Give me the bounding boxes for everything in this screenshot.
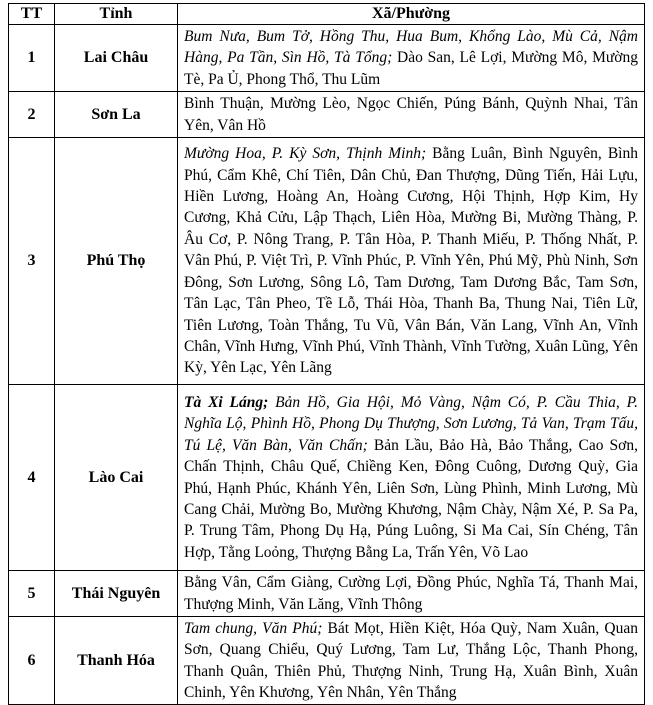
header-wards: Xã/Phường (178, 4, 645, 25)
table-row (9, 385, 645, 571)
row-number: 1 (9, 25, 55, 92)
ward-list (178, 25, 645, 92)
province-name: Lai Châu (55, 25, 178, 92)
province-ward-table (8, 3, 645, 705)
ward-list-bold: Tà Xi Láng; (184, 393, 269, 411)
ward-list-plain: Bản Lầu, Bảo Hà, Bảo Thắng, Cao Sơn, Chấn Thịnh, Châu Quế, Chiềng Ken, Đông Cuông, Dương Quỳ, Gia Phú, Hạnh Phúc, Khánh Yên, Liên Sơn, Lùng Phình, Minh Lương, Mù Cang Chải, Mường Bo, Mường Khương, Nậm Chày, Nậm Xé, P. Sa Pa, P. Trung Tâm, Phong Dụ Hạ, Púng Luông, Si Ma Cai, Sín Chéng, Tân Hợp, Tằng Loỏng, Thượng Bằng La, Trấn Yên, Võ Lao (184, 436, 638, 561)
table-row (9, 92, 645, 138)
ward-list (178, 138, 645, 385)
ward-list-plain: Bằng Luân, Bình Nguyên, Bình Phú, Cẩm Khê, Chí Tiên, Dân Chủ, Đan Thượng, Dũng Tiến, Hải Lựu, Hiền Lương, Hoàng An, Hoàng Cương, Hội Thịnh, Hợp Kim, Hy Cương, Khả Cửu, Lập Thạch, Liên Hòa, Mường Bi, Mường Thàng, P. Âu Cơ, P. Nông Trang, P. Tân Hòa, P. Thanh Miếu, P. Thống Nhất, P. Vân Phú, P. Việt Trì, P. Vĩnh Phúc, P. Vĩnh Yên, Phú Mỹ, Phù Ninh, Sơn Đông, Sơn Lương, Sông Lô, Tam Dương, Tam Dương Bắc, Tam Sơn, Tân Lạc, Tân Pheo, Tề Lỗ, Thái Hòa, Thanh Ba, Thung Nai, Tiên Lữ, Tiên Lương, Toàn Thắng, Tu Vũ, Vân Bán, Văn Lang, Vĩnh An, Vĩnh Chân, Vĩnh Hưng, Vĩnh Phú, Vĩnh Thành, Vĩnh Tường, Xuân Lũng, Yên Kỳ, Yên Lạc, Yên Lãng (184, 145, 638, 377)
table-row (9, 25, 645, 92)
row-number: 3 (9, 138, 55, 385)
row-number: 5 (9, 571, 55, 617)
table-row (9, 571, 645, 617)
ward-list (178, 385, 645, 571)
ward-list (178, 92, 645, 138)
province-name: Thái Nguyên (55, 571, 178, 617)
ward-list-italic: Tam chung, Văn Phú; (184, 619, 323, 637)
row-number: 2 (9, 92, 55, 138)
province-name: Sơn La (55, 92, 178, 138)
table-row (9, 617, 645, 705)
province-name: Lào Cai (55, 385, 178, 571)
ward-list (178, 617, 645, 705)
row-number: 4 (9, 385, 55, 571)
row-number: 6 (9, 617, 55, 705)
table-row (9, 138, 645, 385)
header-tt: TT (9, 4, 55, 25)
header-province: Tỉnh (55, 4, 178, 25)
ward-list-italic: Bum Nưa, Bum Tở, Hồng Thu, Hua Bum, Khổng Lào, Mù Cả, Nậm Hàng, Pa Tần, Sìn Hồ, Tà Tổng; (184, 27, 638, 67)
table-header-row (9, 4, 645, 25)
ward-list-italic: Mường Hoa, P. Kỳ Sơn, Thịnh Minh; (184, 145, 427, 163)
province-name: Thanh Hóa (55, 617, 178, 705)
province-name: Phú Thọ (55, 138, 178, 385)
ward-list-plain: Bát Mọt, Hiền Kiệt, Hóa Quỳ, Nam Xuân, Quan Sơn, Quang Chiểu, Quý Lương, Tam Lư, Thắng Lộc, Thanh Phong, Thanh Quân, Thiên Phủ, Thượng Ninh, Trung Hạ, Xuân Bình, Xuân Chinh, Yên Khương, Yên Nhân, Yên Thắng (184, 619, 638, 701)
ward-list-italic: Bản Hồ, Gia Hội, Mỏ Vàng, Nậm Có, P. Cầu Thia, P. Nghĩa Lộ, Phình Hồ, Phong Dụ Thượng, Sơn Lương, Tả Van, Trạm Tấu, Tú Lệ, Văn Bàn, Văn Chấn; (184, 393, 638, 454)
ward-list (178, 571, 645, 617)
ward-list-plain: Bình Thuận, Mường Lèo, Ngọc Chiến, Púng Bánh, Quỳnh Nhai, Tân Yên, Vân Hồ (184, 95, 638, 134)
ward-list-plain: Dào San, Lê Lợi, Mường Mô, Mường Tè, Pa Ủ, Phong Thổ, Thu Lũm (184, 49, 638, 88)
ward-list-plain: Bằng Vân, Cẩm Giàng, Cường Lợi, Đồng Phúc, Nghĩa Tá, Thanh Mai, Thượng Minh, Văn Lăng, Vĩnh Thông (184, 574, 638, 613)
